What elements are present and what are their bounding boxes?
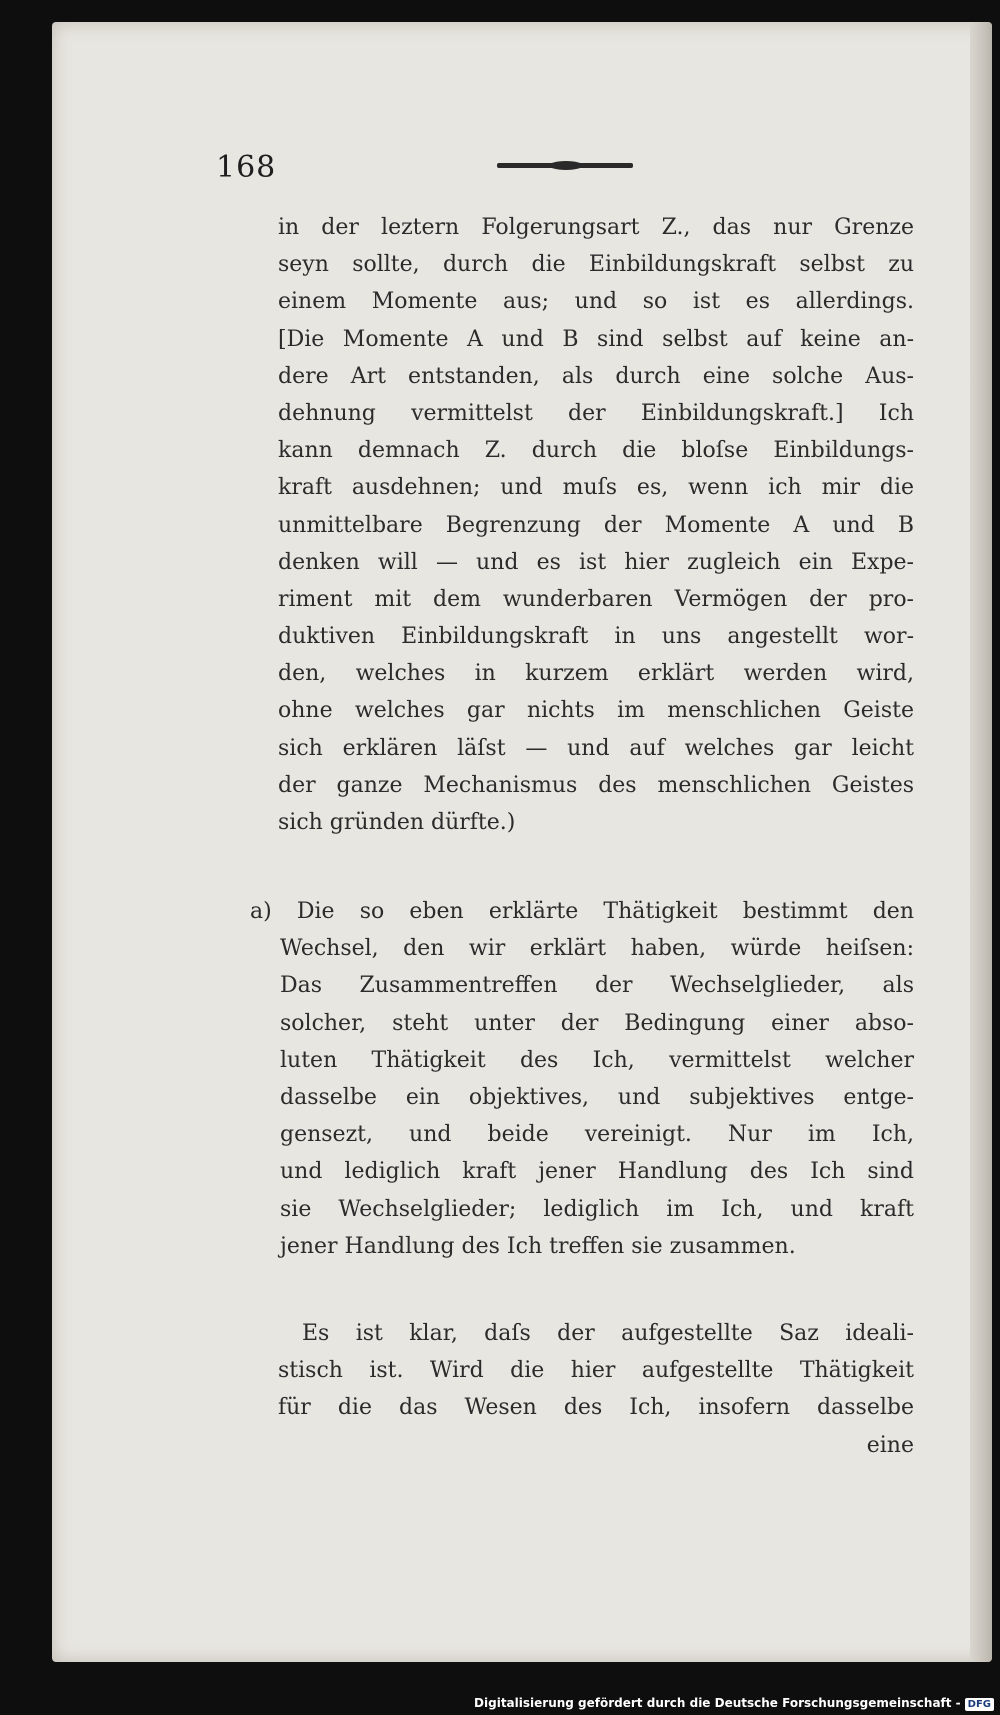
text-line: gensezt, und beide vereinigt. Nur im Ich, bbox=[280, 1122, 914, 1148]
page-number: 168 bbox=[216, 150, 277, 185]
text-line: unmittelbare Begrenzung der Momente A und B bbox=[278, 512, 914, 538]
text-line: luten Thätigkeit des Ich, vermittelst welcher bbox=[280, 1047, 914, 1073]
text-line: kraft ausdehnen; und muſs es, wenn ich mir die bbox=[278, 475, 914, 501]
text-line: duktiven Einbildungskraft in uns angestellt wor- bbox=[278, 624, 914, 650]
credit-text: Digitalisierung gefördert durch die Deutsche Forschungsgemeinschaft - bbox=[474, 1696, 961, 1710]
text-line: riment mit dem wunderbaren Vermögen der pro- bbox=[278, 586, 914, 612]
paragraph-1 bbox=[278, 209, 914, 841]
text-line: Wechsel, den wir erklärt haben, würde heiſsen: bbox=[280, 936, 914, 962]
text-line: stisch ist. Wird die hier aufgestellte Thätigkeit bbox=[278, 1358, 914, 1384]
text-line: denken will — und es ist hier zugleich ein Expe- bbox=[278, 549, 914, 575]
catchword: eine bbox=[866, 1432, 914, 1458]
paragraph-2 bbox=[250, 893, 914, 1265]
text-line: sich gründen dürfte.) bbox=[278, 810, 516, 835]
text-line: der ganze Mechanismus des menschlichen Geistes bbox=[278, 772, 914, 798]
text-line: solcher, steht unter der Bedingung einer abso- bbox=[280, 1010, 914, 1036]
text-line: ohne welches gar nichts im menschlichen Geiste bbox=[278, 698, 914, 724]
text-line: jener Handlung des Ich treffen sie zusammen. bbox=[280, 1233, 796, 1259]
text-line: und lediglich kraft jener Handlung des Ich sind bbox=[280, 1159, 914, 1185]
page-edge bbox=[970, 22, 992, 1662]
dfg-logo: DFG bbox=[965, 1698, 994, 1711]
text-line: für die das Wesen des Ich, insofern dasselbe bbox=[278, 1395, 914, 1421]
text-line: dehnung vermittelst der Einbildungskraft.] Ich bbox=[278, 400, 914, 426]
text-line: Das Zusammentreffen der Wechselglieder, als bbox=[280, 973, 914, 999]
text-line: sich erklären läſst — und auf welches gar leicht bbox=[278, 735, 914, 761]
header-ornament-rule bbox=[497, 163, 633, 168]
text-line: einem Momente aus; und so ist es allerdings. bbox=[278, 289, 914, 315]
paragraph-3 bbox=[278, 1315, 914, 1464]
text-line: seyn sollte, durch die Einbildungskraft selbst zu bbox=[278, 252, 914, 278]
text-line: kann demnach Z. durch die bloſse Einbildungs- bbox=[278, 438, 914, 464]
text-line: in der leztern Folgerungsart Z., das nur Grenze bbox=[278, 215, 914, 240]
text-line: Es ist klar, daſs der aufgestellte Saz ideali- bbox=[302, 1321, 914, 1346]
text-line: sie Wechselglieder; lediglich im Ich, und kraft bbox=[280, 1196, 914, 1222]
digitization-credit bbox=[474, 1696, 994, 1711]
text-line: dasselbe ein objektives, und subjektives entge- bbox=[280, 1084, 914, 1110]
text-line: den, welches in kurzem erklärt werden wird, bbox=[278, 661, 914, 687]
text-line: a) Die so eben erklärte Thätigkeit bestimmt den bbox=[250, 899, 914, 924]
text-line: [Die Momente A und B sind selbst auf keine an- bbox=[278, 326, 914, 352]
text-line: dere Art entstanden, als durch eine solche Aus- bbox=[278, 363, 914, 389]
